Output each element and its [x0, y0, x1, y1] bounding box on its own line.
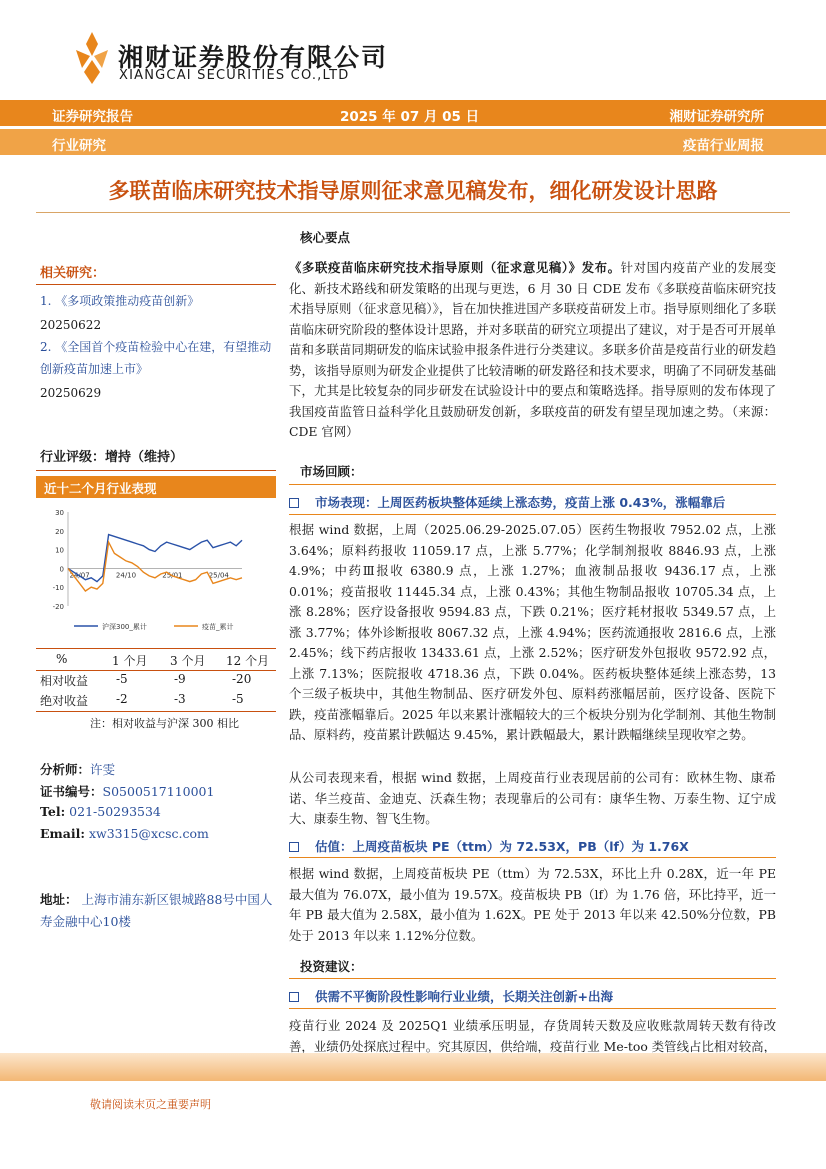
tel-line [40, 804, 161, 819]
related-link-2[interactable]: 2. 《全国首个疫苗检验中心在建，有望推动创新疫苗加速上市》 [40, 340, 272, 376]
y-tick-label: -20 [52, 603, 64, 611]
cert-label: 证书编号： [40, 784, 103, 799]
market-rule [289, 484, 776, 485]
table-cell: -2 [116, 692, 128, 706]
address-label: 地址： [40, 892, 78, 907]
tel-number: 021-50293534 [69, 804, 161, 819]
company-name-en: XIANGCAI SECURITIES CO.,LTD [119, 68, 350, 83]
market-review-label: 市场回顾： [300, 464, 363, 479]
institute-name: 湘财证券研究所 [669, 109, 764, 125]
table-header: % [56, 652, 68, 666]
performance-line-chart [36, 504, 276, 644]
checkbox-bullet-icon [289, 842, 299, 852]
email-label: Email: [40, 826, 85, 841]
y-tick-label: 0 [59, 565, 64, 574]
market-subheading: 市场表现：上周医药板块整体延续上涨态势，疫苗上涨 0.43%，涨幅靠后 [289, 493, 789, 511]
research-category: 行业研究 [52, 138, 106, 154]
checkbox-bullet-icon [289, 498, 299, 508]
table-row [36, 670, 276, 690]
performance-header: 近十二个月行业表现 [36, 476, 276, 498]
email-link[interactable]: xw3315@xcsc.com [88, 826, 209, 841]
y-tick-label: -10 [52, 584, 64, 593]
table-header: 12 个月 [226, 654, 270, 668]
table-cell: 绝对收益 [40, 694, 89, 708]
market-paragraph-1: 根据 wind 数据，上周（2025.06.29-2025.07.05）医药生物报收 7952.02 点，上涨 3.64%；原料药报收 11059.17 点，上涨 5.77%；化学制剂报收 8846.93 点，上涨 4.9%；中药Ⅲ报收 6380.9 点，上涨 1.27%；血液制品报收 9436.17 点，上涨 0.01%；疫苗报收 11445.34 点，上涨 0.43%；其他生物制品报收 10705.34 点，上涨 8.28%；医疗设备报收 9594.83 点，下跌 0.21%；医疗耗材报收 5349.57 点，上涨 3.77%；体外诊断报收 8067.32 点，上涨 4.94%；医药流通报收 2816.6 点，上涨 2.45%；线下药店报收 13433.61 点，上涨 2.52%；医疗研发外包报收 9572.92 点，上涨 7.13%；医院报收 4718.36 点，下跌 0.04%。医药板块整体延续上涨态势，13 个三级子板块中，其他生物制品、医疗研发外包、原料药涨幅居前，医疗设备、医院下跌，疫苗涨幅靠后。2025 年以来累计涨幅较大的三个板块分别为化学制剂、其他生物制品、原料药，疫苗累计跌幅达 9.45%，累计跌幅最大，累计跌幅继续呈现收窄之势。 [289, 522, 776, 742]
y-tick-label: 30 [55, 509, 64, 517]
cert-line [40, 782, 214, 800]
table-note: 注：相对收益与沪深 300 相比 [90, 717, 239, 730]
title-divider [36, 212, 790, 213]
table-cell: -3 [174, 692, 186, 706]
performance-table [36, 650, 276, 710]
x-tick-label: 24/10 [115, 571, 137, 580]
core-lead: 《多联疫苗临床研究技术指导原则（征求意见稿）》发布。 [289, 260, 621, 275]
checkbox-bullet-icon [289, 992, 299, 1002]
x-tick-label: 25/04 [208, 571, 229, 580]
report-series: 疫苗行业周报 [683, 138, 764, 154]
related-link-1[interactable]: 1. 《多项政策推动疫苗创新》 [40, 294, 200, 308]
market-head-rule [289, 514, 776, 515]
x-tick-label: 24/07 [69, 571, 90, 580]
analyst-line [40, 760, 115, 778]
y-tick-label: 10 [55, 546, 64, 555]
page-title: 多联苗临床研究技术指导原则征求意见稿发布，细化研发设计思路 [108, 179, 718, 203]
table-cell: -20 [232, 672, 252, 686]
table-header: 3 个月 [170, 654, 206, 668]
legend-label: 沪深300_累计 [102, 623, 147, 631]
table-cell: -5 [232, 692, 244, 706]
core-points-label: 核心要点 [300, 230, 351, 245]
address-text: 上海市浦东新区银城路88号中国人寿金融中心10楼 [40, 892, 273, 929]
table-header: 1 个月 [112, 654, 148, 668]
address-line [40, 889, 276, 933]
table-bottom-rule [36, 711, 276, 712]
table-row [36, 690, 276, 710]
footer-band [0, 1053, 826, 1081]
tel-label: Tel: [40, 804, 66, 819]
table-header-row [36, 650, 276, 670]
rating-divider [36, 470, 276, 471]
industry-rating: 行业评级：增持（维持） [40, 450, 184, 465]
company-name-cn: 湘财证券股份有限公司 [118, 43, 389, 72]
related-date-2: 20250629 [40, 386, 102, 400]
company-logo-icon [72, 30, 112, 86]
report-type: 证券研究报告 [52, 109, 133, 125]
valuation-subheading: 估值：上周疫苗板块 PE（ttm）为 72.53X，PB（lf）为 1.76X [289, 837, 789, 855]
market-paragraph-2: 从公司表现来看，根据 wind 数据，上周疫苗行业表现居前的公司有：欧林生物、康希诺、华兰疫苗、金迪克、沃森生物；表现靠后的公司有：康华生物、万泰生物、辽宁成大、康泰生物、智飞生物。 [289, 770, 776, 826]
cert-number: S0500517110001 [102, 784, 215, 799]
investment-paragraph: 疫苗行业 2024 及 2025Q1 业绩承压明显，存货周转天数及应收账款周转天数有待改善，业绩仍处探底过程中。究其原因，供给端，疫苗行业 Me-too 类管线占比相对较高， [289, 1018, 776, 1054]
report-date: 2025 年 07 月 05 日 [340, 109, 480, 125]
investment-rule [289, 978, 776, 979]
x-tick-label: 25/01 [162, 571, 183, 580]
investment-advice-label: 投资建议： [300, 959, 363, 974]
core-paragraph [289, 258, 776, 443]
table-cell: -5 [116, 672, 128, 686]
table-cell: 相对收益 [40, 674, 89, 688]
table-top-rule [36, 648, 276, 649]
related-research-title: 相关研究： [40, 266, 106, 281]
table-header-rule [36, 670, 276, 671]
footer-disclaimer: 敬请阅读末页之重要声明 [90, 1098, 211, 1111]
related-divider [36, 284, 276, 285]
series-line [68, 542, 242, 591]
header-band-bottom [0, 129, 826, 155]
legend-label: 疫苗_累计 [202, 623, 234, 631]
core-body: 针对国内疫苗产业的发展变化、新技术路线和研发策略的出现与更迭，6 月 30 日 CDE 发布《多联疫苗临床研究技术指导原则（征求意见稿）》，旨在加快推进国产多联疫苗研发上市。指导原则细化了多联苗临床研究阶段的整体设计思路，并对多联苗的研究立项提出了建议，对于是否可开展单苗和多联苗同期研发的临床试验申报条件进行分类建议。多联多价苗是疫苗行业的研发趋势，该指导原则为研发企业提供了比较清晰的研发路径和技术要求，明确了不同研发基础下，尤其是比较复杂的同步研发在试验设计中的要点和策略选择。指导原则的发布体现了我国疫苗监管日益科学化且鼓励研发创新，多联疫苗的研发有望呈现加速之势。（来源：CDE 官网） [289, 260, 777, 439]
valuation-paragraph: 根据 wind 数据，上周疫苗板块 PE（ttm）为 72.53X，环比上升 0.28X，近一年 PE 最大值为 76.07X，最小值为 19.57X。疫苗板块 PB（lf）为 1.76 倍，环比持平，近一年 PB 最大值为 2.58X，最小值为 1.62X。PE 处于 2013 年以来 42.50%分位数，PB 处于 2013 年以来 1.12%分位数。 [289, 866, 776, 943]
header-band-top [0, 100, 826, 126]
analyst-name: 许雯 [90, 762, 116, 777]
y-tick-label: 20 [55, 527, 64, 536]
investment-head-rule [289, 1008, 776, 1009]
analyst-label: 分析师： [40, 762, 91, 777]
table-cell: -9 [174, 672, 186, 686]
valuation-rule [289, 857, 776, 858]
related-date-1: 20250622 [40, 318, 102, 332]
investment-subheading: 供需不平衡阶段性影响行业业绩，长期关注创新+出海 [289, 987, 789, 1005]
email-line [40, 826, 209, 841]
